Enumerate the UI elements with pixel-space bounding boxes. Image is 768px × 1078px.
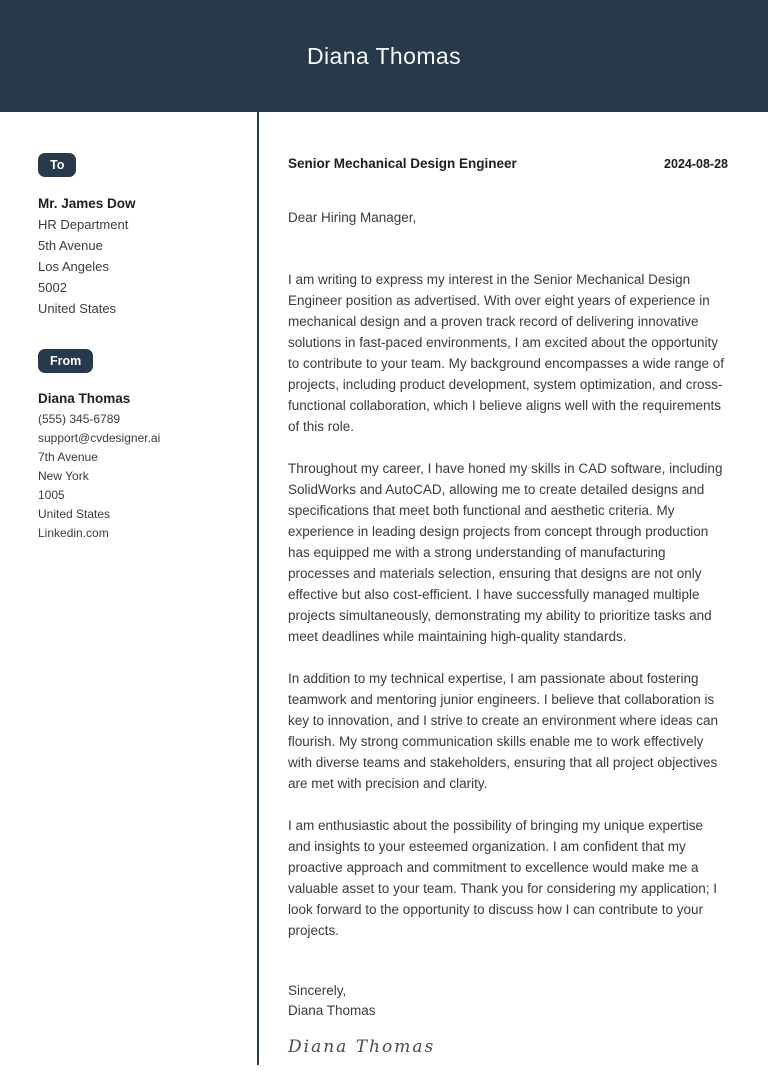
recipient-name: Mr. James Dow (38, 196, 136, 211)
sender-contact-line: 1005 (38, 488, 65, 502)
sidebar (0, 112, 257, 1078)
letter-paragraphs (288, 269, 728, 941)
sender-name: Diana Thomas (38, 391, 131, 406)
sender-contact-line: support@cvdesigner.ai (38, 431, 161, 445)
sender-contact-line: New York (38, 469, 89, 483)
handwritten-signature: Diana Thomas (288, 1037, 436, 1057)
recipient-address-line: United States (38, 301, 117, 316)
letter-paragraph: I am writing to express my interest in the Senior Mechanical Design Engineer position as advertised. With over eight years of experience in mechanical design and a proven track record of delivering innovative solutions in fast-paced environments, I am excited about the opportunity to contribute to your team. My background encompasses a wide range of projects, including product development, system optimization, and cross-functional collaboration, which I believe aligns well with the requirements of this role. (288, 272, 724, 434)
letter-header (288, 156, 728, 171)
letter-date: 2024-08-28 (664, 157, 728, 171)
page-title: Diana Thomas (307, 42, 461, 69)
to-badge: To (38, 153, 76, 177)
letter-paragraph: In addition to my technical expertise, I am passionate about fostering teamwork and mentoring junior engineers. I believe that collaboration is key to innovation, and I strive to create an environment where ideas can flourish. My strong communication skills enable me to work effectively with diverse teams and stakeholders, ensuring that all project objectives are met with precision and clarity. (288, 671, 718, 791)
signature-name: Diana Thomas (288, 1003, 376, 1018)
recipient-address-line: 5th Avenue (38, 238, 103, 253)
recipient-address-line: 5002 (38, 280, 67, 295)
letter-body (259, 112, 768, 1078)
sender-contact-line: (555) 345-6789 (38, 412, 121, 426)
letter-paragraph: Throughout my career, I have honed my skills in CAD software, including SolidWorks and AutoCAD, allowing me to create detailed designs and specifications that meet both functional and aesthetic criteria. My experience in leading design projects from concept through production has equipped me with a strong understanding of manufacturing processes and materials selection, ensuring that designs are not only effective but also cost-efficient. I have successfully managed multiple projects simultaneously, demonstrating my ability to prioritize tasks and meet deadlines while maintaining high-quality standards. (288, 461, 723, 644)
closing-word: Sincerely, (288, 983, 347, 998)
sender-contact-line: United States (38, 507, 111, 521)
recipient-address-line: Los Angeles (38, 259, 109, 274)
salutation: Dear Hiring Manager, (288, 210, 417, 225)
page-content (0, 112, 768, 1078)
recipient-address (38, 214, 237, 319)
sender-contact-details (38, 410, 237, 543)
recipient-address-line: HR Department (38, 217, 129, 232)
header-banner (0, 0, 768, 112)
from-badge: From (38, 349, 93, 373)
sender-section (38, 349, 237, 543)
recipient-section (38, 153, 237, 319)
sender-contact-line: Linkedin.com (38, 526, 109, 540)
job-title: Senior Mechanical Design Engineer (288, 156, 517, 171)
sender-contact-line: 7th Avenue (38, 450, 98, 464)
closing-block (288, 981, 728, 1021)
letter-paragraph: I am enthusiastic about the possibility of bringing my unique expertise and insights to your esteemed organization. I am confident that my proactive approach and commitment to excellence would make me a valuable asset to your team. Thank you for considering my application; I look forward to the opportunity to discuss how I can contribute to your projects. (288, 818, 717, 938)
